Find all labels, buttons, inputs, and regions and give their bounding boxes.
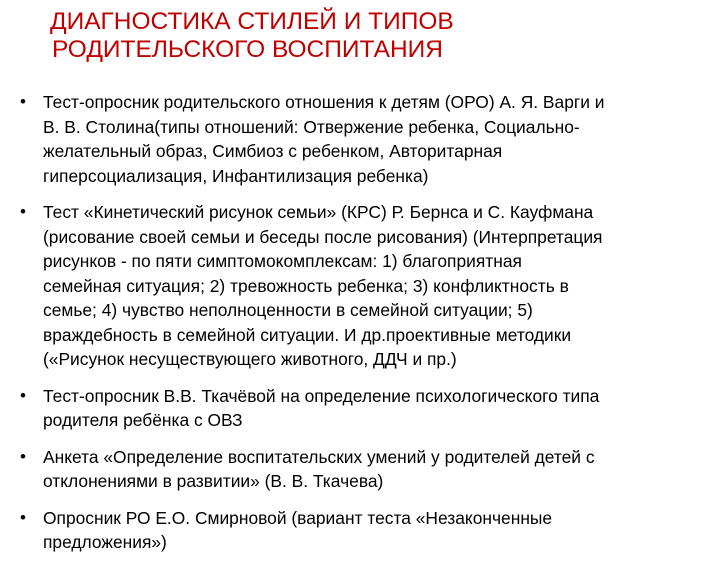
bullet-text-line: Опросник РО Е.О. Смирновой (вариант теста «Незаконченные (43, 507, 553, 528)
bullet-text-line: В. В. Столина(типы отношений: Отвержение ребенка, Социально- (43, 116, 580, 137)
bullet-icon: • (20, 92, 26, 111)
bullet-text-line: гиперсоциализация, Инфантилизация ребенка) (43, 165, 429, 186)
bullet-item-smirnova-questionnaire (20, 506, 702, 555)
bullet-icon: • (20, 385, 26, 405)
bullet-text-line: желательный образ, Симбиоз с ребенком, Авторитарная (43, 141, 503, 161)
bullet-text-line: рисунков - по пяти симптомокомплексам: 1) благоприятная (43, 251, 522, 271)
bullet-icon: • (20, 446, 26, 466)
bullet-text-line: Тест «Кинетический рисунок семьи» (КРС) Р. Бернса и С. Кауфмана (43, 202, 594, 222)
bullet-text-line: (рисование своей семьи и беседы после рисования) (Интерпретация (43, 226, 603, 247)
bullet-text-line: отклонениями в развитии» (В. В. Ткачева) (43, 471, 384, 491)
bullet-text-line: Тест-опросник В.В. Ткачёвой на определение психологического типа (43, 385, 600, 406)
bullet-text-line: Тест-опросник родительского отношения к детям (ОРО) А. Я. Варги и (43, 92, 605, 112)
bullet-icon: • (20, 507, 26, 527)
bullet-text-line: семье; 4) чувство неполноценности в семейной ситуации; 5) (43, 300, 533, 320)
bullet-text-line: Анкета «Определение воспитательских умений у родителей детей с (43, 446, 595, 467)
bullet-icon: • (20, 202, 26, 221)
bullet-text-line: семейная ситуация; 2) тревожность ребенка; 3) конфликтность в (43, 275, 569, 296)
bullet-list (20, 90, 702, 567)
bullet-text-line: («Рисунок несуществующего животного, ДДЧ и пр.) (43, 349, 457, 369)
bullet-item-questionnaire (20, 445, 702, 494)
bullet-item-kinetic-drawing-test (20, 200, 702, 372)
bullet-text-line: родителя ребёнка с ОВЗ (43, 410, 243, 430)
bullet-item-oro-test (20, 90, 702, 188)
bullet-item-tkacheva-test (20, 384, 702, 433)
bullet-text-line: предложения») (43, 532, 167, 552)
slide-title (50, 8, 670, 64)
title-line: ДИАГНОСТИКА СТИЛЕЙ И ТИПОВ (50, 8, 454, 35)
bullet-text-line: враждебность в семейной ситуации. И др.проективные методики (43, 324, 572, 345)
title-line: РОДИТЕЛЬСКОГО ВОСПИТАНИЯ (52, 36, 443, 63)
